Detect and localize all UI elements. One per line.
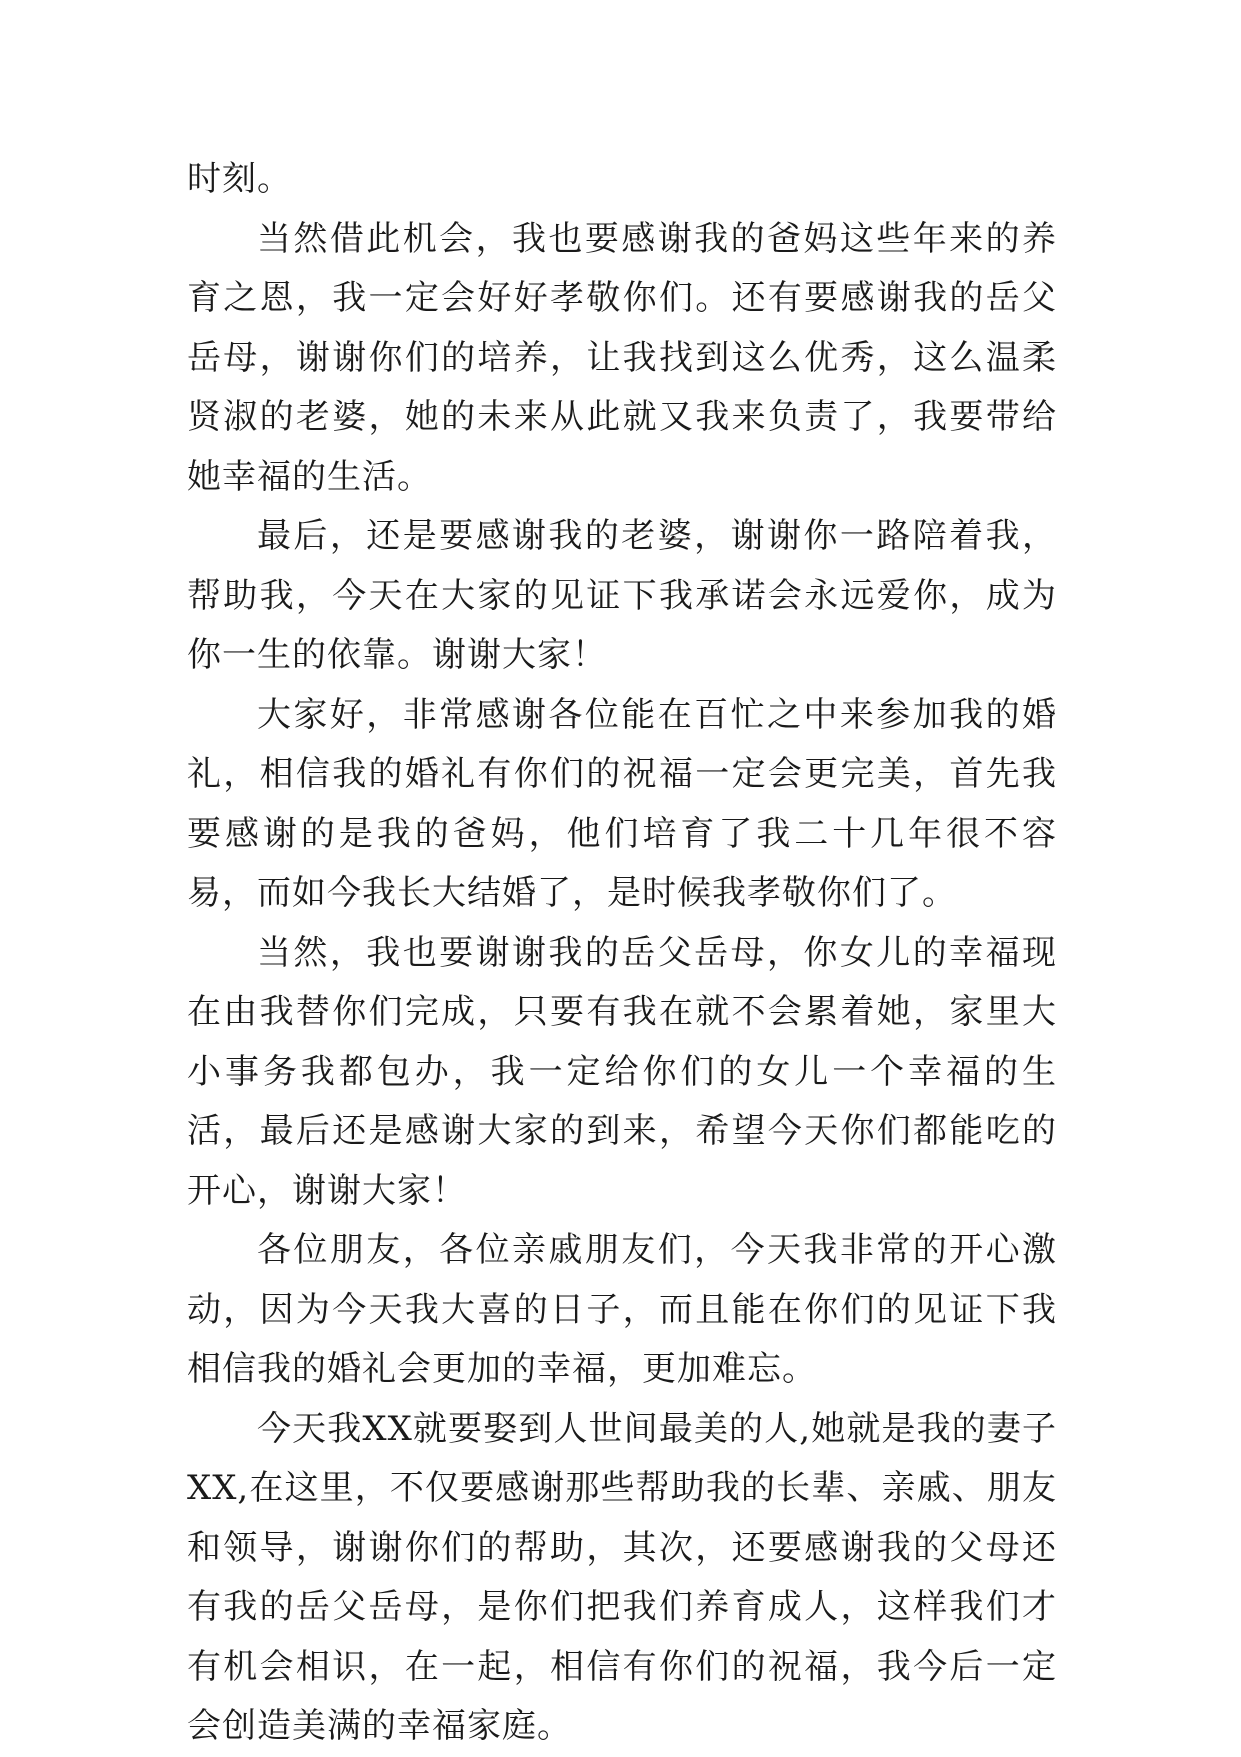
paragraph-marriage-vow: 今天我XX就要娶到人世间最美的人,她就是我的妻子XX,在这里，不仅要感谢那些帮助我的长辈、亲戚、朋友和领导，谢谢你们的帮助，其次，还要感谢我的父母还有我的岳父岳母，是你们把我们养育成人，这样我们才有机会相识，在一起，相信有你们的祝福，我今后一定会创造美满的幸福家庭。: [187, 1408, 1057, 1746]
paragraph-thanks-in-laws: 当然，我也要谢谢我的岳父岳母，你女儿的幸福现在由我替你们完成，只要有我在就不会累着她，家里大小事务我都包办，我一定给你们的女儿一个幸福的生活，最后还是感谢大家的到来，希望今天你们都能吃的开心，谢谢大家！: [187, 932, 1057, 1211]
paragraph-thanks-parents: 当然借此机会，我也要感谢我的爸妈这些年来的养育之恩，我一定会好好孝敬你们。还有要感谢我的岳父岳母，谢谢你们的培养，让我找到这么优秀，这么温柔贤淑的老婆，她的未来从此就又我来负责了，我要带给她幸福的生活。: [187, 218, 1057, 497]
paragraph-continuation: 时刻。: [187, 159, 292, 199]
paragraph-friends-relatives: 各位朋友，各位亲戚朋友们，今天我非常的开心激动，因为今天我大喜的日子，而且能在你们的见证下我相信我的婚礼会更加的幸福，更加难忘。: [187, 1230, 1057, 1389]
document-body: [187, 150, 1057, 1757]
paragraph-welcome-guests: 大家好，非常感谢各位能在百忙之中来参加我的婚礼，相信我的婚礼有你们的祝福一定会更完美，首先我要感谢的是我的爸妈，他们培育了我二十几年很不容易，而如今我长大结婚了，是时候我孝敬你们了。: [187, 694, 1057, 913]
paragraph-thanks-wife: 最后，还是要感谢我的老婆，谢谢你一路陪着我，帮助我，今天在大家的见证下我承诺会永远爱你，成为你一生的依靠。谢谢大家！: [187, 516, 1057, 675]
